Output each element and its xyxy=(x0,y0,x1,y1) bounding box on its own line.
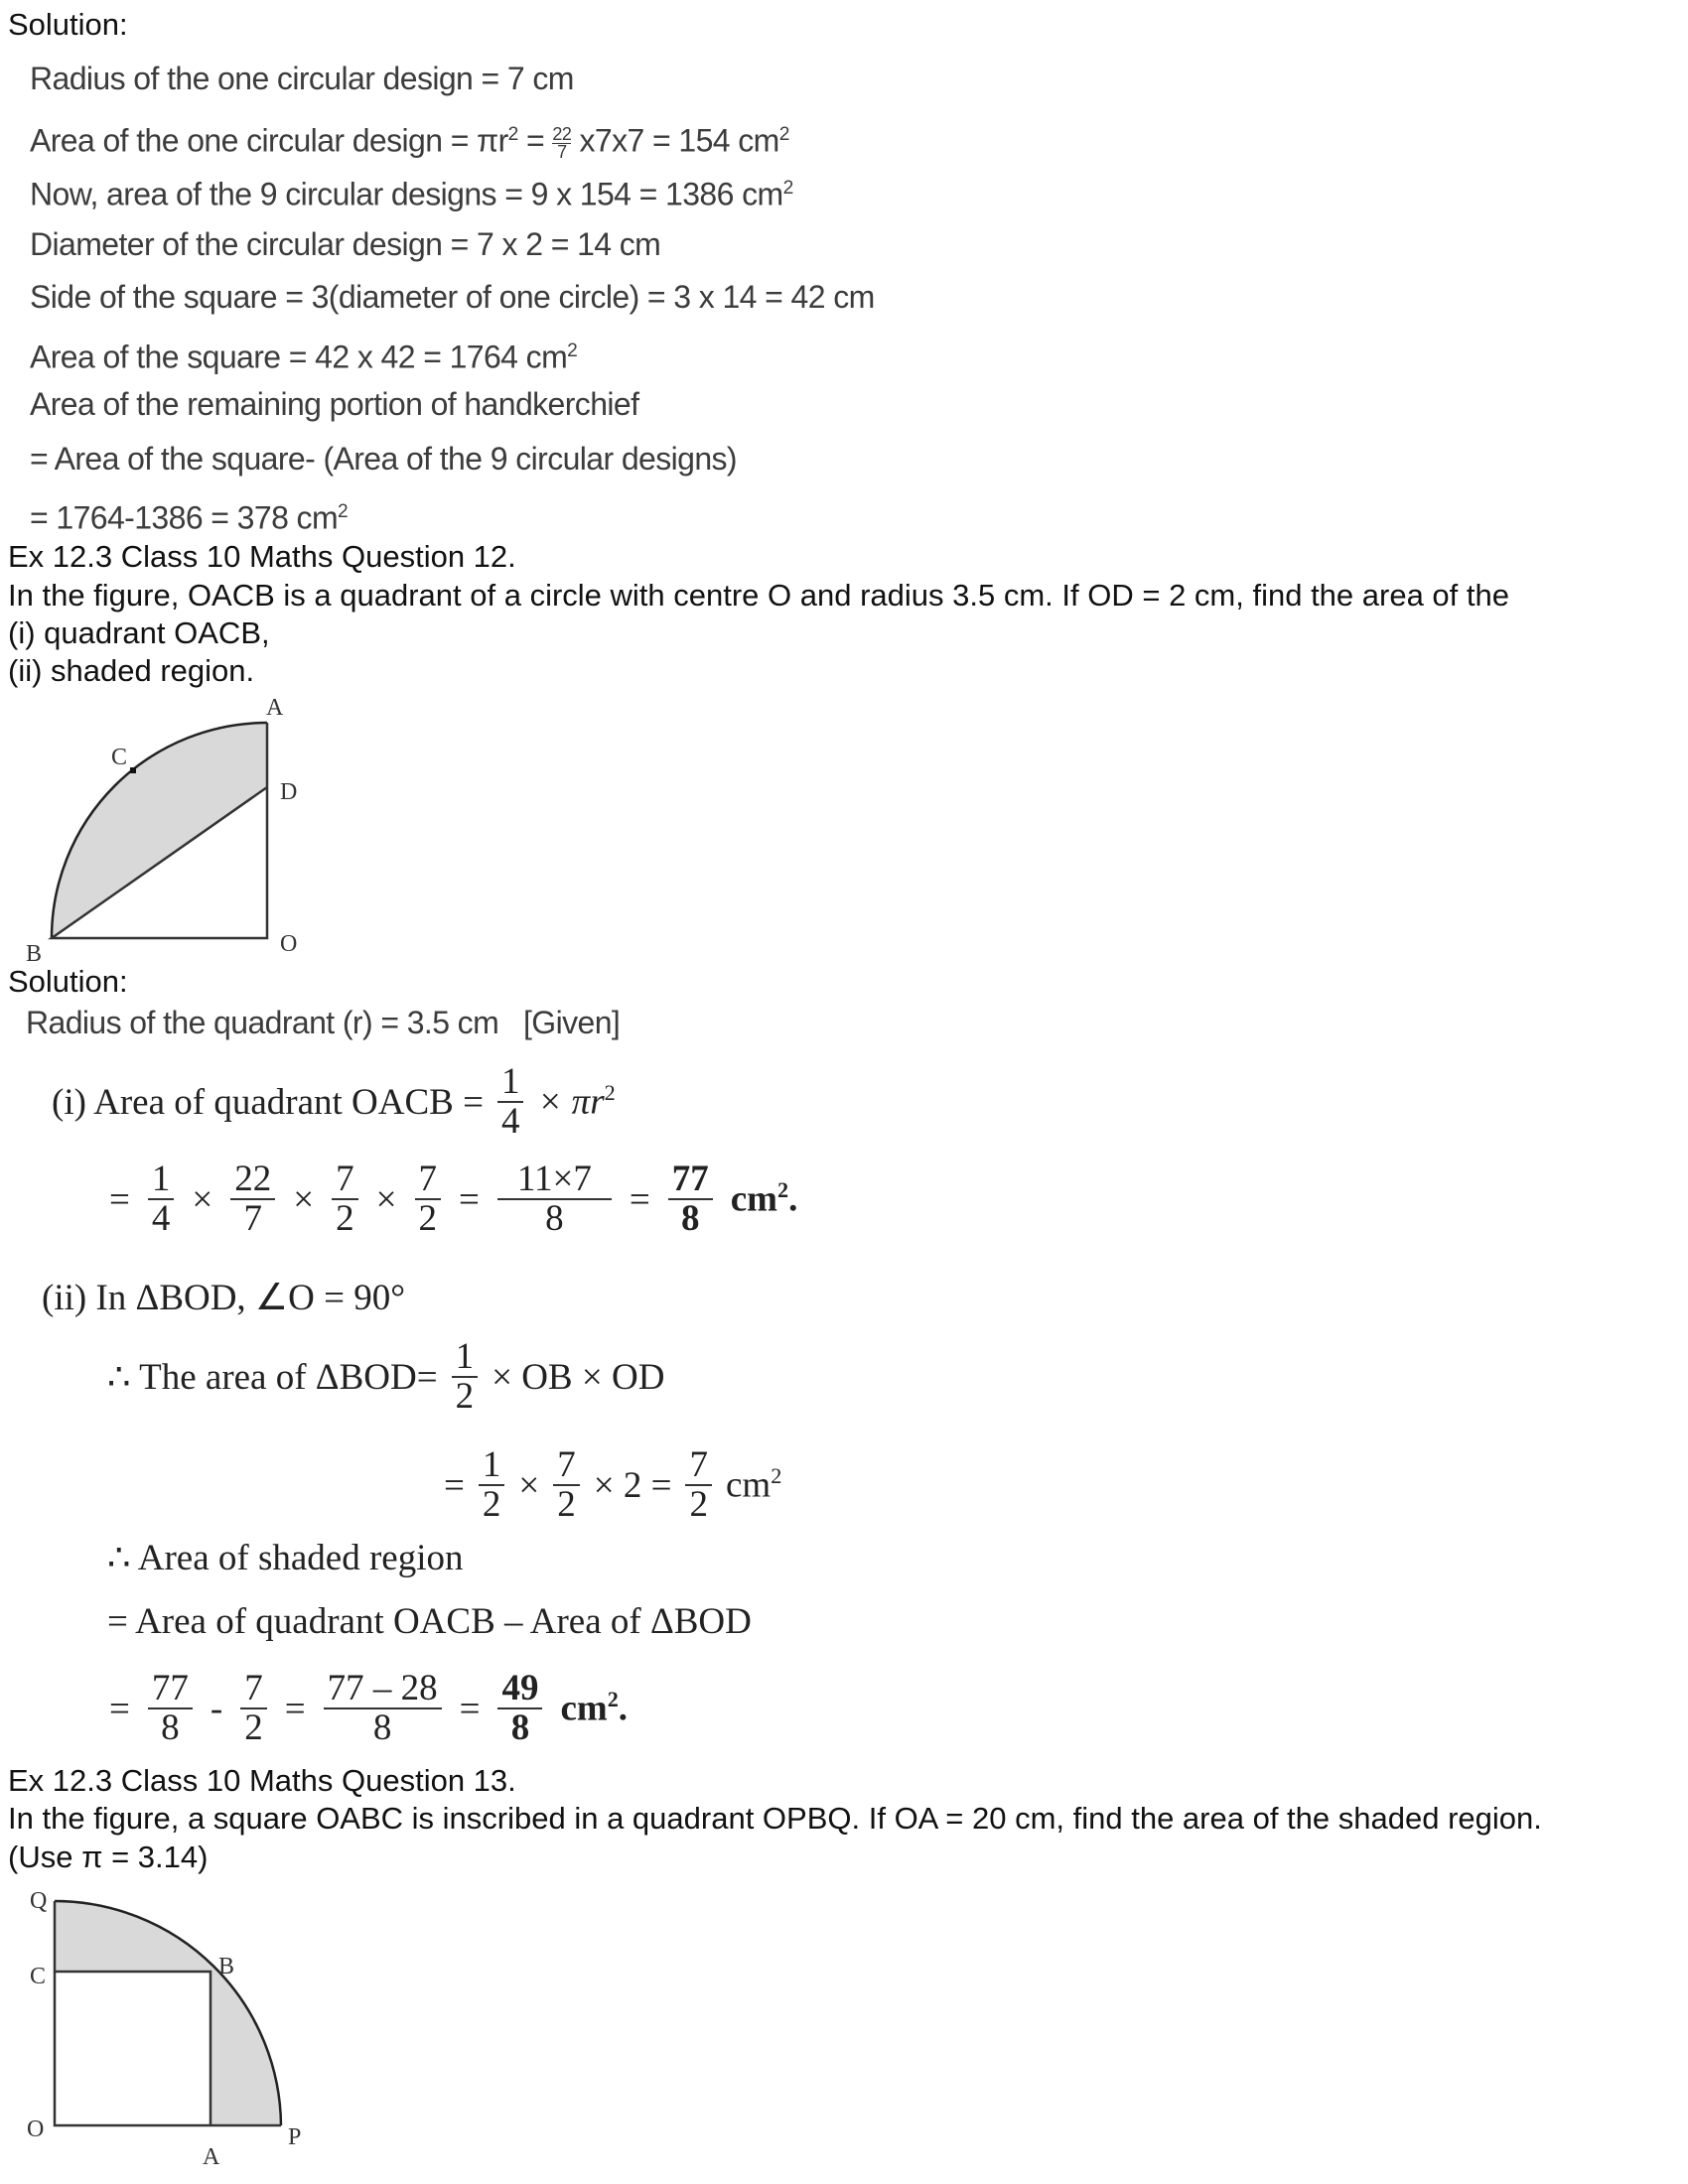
shaded-region xyxy=(52,723,267,938)
times: × xyxy=(293,1178,315,1220)
solution-label: Solution: xyxy=(8,7,128,42)
solution-line: Side of the square = 3(diameter of one circle) = 3 x 14 = 42 cm xyxy=(30,279,875,315)
quadrant-opbq-figure xyxy=(0,1876,338,2184)
label-q: Q xyxy=(30,1888,48,1914)
numerator: 1 xyxy=(497,1063,524,1103)
fraction xyxy=(497,1160,612,1238)
numerator: 7 xyxy=(415,1160,442,1200)
triangle-area-line xyxy=(107,1332,664,1422)
equals: = xyxy=(459,1688,481,1729)
question-13-title: Ex 12.3 Class 10 Maths Question 13. xyxy=(8,1763,516,1798)
label-o: O xyxy=(27,2116,45,2142)
superscript: 2 xyxy=(567,341,578,361)
denominator: 4 xyxy=(151,1198,171,1239)
solution-line xyxy=(30,492,348,538)
question-13-pi-note: (Use π = 3.14) xyxy=(8,1840,209,1874)
denominator: 2 xyxy=(689,1484,708,1525)
solution-line: Diameter of the circular design = 7 x 2 = 14 cm xyxy=(30,226,661,262)
denominator: 2 xyxy=(418,1198,437,1239)
superscript: 2 xyxy=(771,1463,782,1489)
denominator: 7 xyxy=(243,1198,262,1239)
equals: = xyxy=(109,1688,130,1729)
numerator: 22 xyxy=(230,1160,275,1200)
line-text: x7x7 = 154 cm xyxy=(579,122,779,159)
math-text: × 2 = xyxy=(593,1464,672,1506)
numerator: 22 xyxy=(552,123,572,144)
superscript: 2 xyxy=(782,178,793,199)
numerator: 77 – 28 xyxy=(324,1670,442,1709)
triangle-calculation-line xyxy=(444,1440,781,1530)
denominator: 8 xyxy=(161,1707,180,1748)
equals: = xyxy=(109,1178,130,1220)
denominator: 8 xyxy=(681,1198,700,1239)
question-13-text: In the figure, a square OABC is inscribed in a quadrant OPBQ. If OA = 20 cm, find the area of the shaded region. xyxy=(8,1801,1542,1836)
math-text: (ii) In ΔBOD, ∠O = 90° xyxy=(42,1278,405,1318)
numerator: 77 xyxy=(668,1160,713,1200)
label-a: A xyxy=(203,2144,220,2170)
numerator: 1 xyxy=(479,1446,505,1486)
numerator: 7 xyxy=(240,1670,267,1709)
solution-line: Radius of the one circular design = 7 cm xyxy=(30,61,574,96)
denominator: 8 xyxy=(372,1707,392,1748)
unit xyxy=(726,1463,781,1506)
denominator: 2 xyxy=(244,1707,263,1748)
shaded-area-calculation xyxy=(109,1664,628,1753)
math-text: ∴ Area of shaded region xyxy=(107,1538,464,1578)
fraction xyxy=(415,1160,442,1238)
times: × xyxy=(192,1178,213,1220)
label-d: D xyxy=(280,779,298,805)
fraction xyxy=(497,1063,524,1141)
fraction xyxy=(668,1160,713,1238)
period: . xyxy=(788,1178,798,1220)
shaded-area-equation xyxy=(107,1576,752,1666)
question-12-title: Ex 12.3 Class 10 Maths Question 12. xyxy=(8,539,516,574)
denominator: 7 xyxy=(557,141,567,162)
numerator: 49 xyxy=(497,1670,542,1709)
unit-text: cm xyxy=(725,1464,772,1506)
superscript: 2 xyxy=(338,501,349,522)
fraction xyxy=(552,123,572,162)
label-b: B xyxy=(26,941,43,967)
denominator: 8 xyxy=(545,1198,564,1239)
fraction xyxy=(497,1670,542,1747)
numerator: 7 xyxy=(332,1160,358,1200)
fraction xyxy=(240,1670,267,1747)
math-text: × OB × OD xyxy=(492,1356,665,1398)
math-text: (i) Area of quadrant OACB = xyxy=(52,1081,484,1123)
label-a: A xyxy=(266,695,284,721)
numerator: 1 xyxy=(452,1338,479,1378)
fraction xyxy=(230,1160,275,1238)
fraction xyxy=(685,1446,712,1524)
line-text: Now, area of the 9 circular designs = 9 x 154 = 1386 cm xyxy=(30,176,783,212)
label-p: P xyxy=(288,2124,302,2150)
line-text: Area of the square = 42 x 42 = 1764 cm xyxy=(30,339,568,375)
math-text xyxy=(537,1080,615,1123)
denominator: 4 xyxy=(500,1101,520,1142)
line-text: = 1764-1386 = 378 cm xyxy=(30,499,339,536)
solution-label: Solution: xyxy=(8,964,128,999)
numerator: 11×7 xyxy=(497,1160,612,1200)
fraction xyxy=(324,1670,442,1747)
fraction xyxy=(148,1670,193,1747)
superscript: 2 xyxy=(507,124,518,145)
solution-line xyxy=(30,169,793,214)
label-c: C xyxy=(30,1964,47,1989)
numerator: 7 xyxy=(685,1446,712,1486)
question-12-item: (ii) shaded region. xyxy=(8,653,255,688)
solution-line: Area of the remaining portion of handkerchief xyxy=(30,386,639,422)
fraction xyxy=(553,1446,580,1524)
area-quadrant-line xyxy=(52,1057,616,1147)
pi-r: × πr xyxy=(537,1081,605,1123)
numerator: 7 xyxy=(553,1446,580,1486)
label-c: C xyxy=(111,745,128,770)
solution-line xyxy=(30,332,577,377)
fraction xyxy=(332,1160,358,1238)
equals: = xyxy=(629,1178,650,1220)
equals: = xyxy=(526,122,545,159)
denominator: 2 xyxy=(455,1376,475,1417)
numerator: 77 xyxy=(148,1670,193,1709)
times: × xyxy=(518,1464,540,1506)
unit xyxy=(731,1177,798,1220)
minus: - xyxy=(210,1688,223,1729)
equals: = xyxy=(444,1464,465,1506)
quadrant-oacb-figure xyxy=(0,685,338,973)
fraction xyxy=(479,1446,505,1524)
math-text: ∴ The area of ΔBOD= xyxy=(107,1357,438,1398)
math-text: = Area of quadrant OACB – Area of ΔBOD xyxy=(107,1600,752,1642)
numerator: 1 xyxy=(148,1160,175,1200)
fraction xyxy=(148,1160,175,1238)
equals: = xyxy=(284,1688,306,1729)
times: × xyxy=(375,1178,397,1220)
denominator: 2 xyxy=(557,1484,576,1525)
unit-text: cm xyxy=(560,1688,608,1729)
area-calculation-line xyxy=(109,1155,797,1244)
solution-line: = Area of the square- (Area of the 9 circular designs) xyxy=(30,441,737,477)
superscript: 2 xyxy=(777,1177,789,1203)
period: . xyxy=(618,1688,629,1729)
question-12-text: In the figure, OACB is a quadrant of a circle with centre O and radius 3.5 cm. If OD = 2 cm, find the area of the xyxy=(8,578,1509,613)
denominator: 2 xyxy=(482,1484,501,1525)
fraction xyxy=(452,1338,479,1416)
label-b: B xyxy=(218,1954,235,1979)
label-o: O xyxy=(280,931,298,957)
triangle-bod-line xyxy=(42,1253,405,1342)
unit xyxy=(560,1687,628,1729)
point-c xyxy=(130,767,136,773)
shaded-region xyxy=(55,1901,281,2125)
denominator: 8 xyxy=(510,1707,530,1748)
solution-line xyxy=(30,115,789,161)
unit-text: cm xyxy=(730,1178,777,1220)
line-text: Area of the one circular design = πr xyxy=(30,122,508,159)
superscript: 2 xyxy=(778,124,789,145)
radius-line: Radius of the quadrant (r) = 3.5 cm [Given] xyxy=(26,1005,621,1040)
equals: = xyxy=(459,1178,480,1220)
denominator: 2 xyxy=(336,1198,354,1239)
superscript: 2 xyxy=(604,1080,616,1106)
question-12-item: (i) quadrant OACB, xyxy=(8,615,270,650)
superscript: 2 xyxy=(607,1687,619,1712)
